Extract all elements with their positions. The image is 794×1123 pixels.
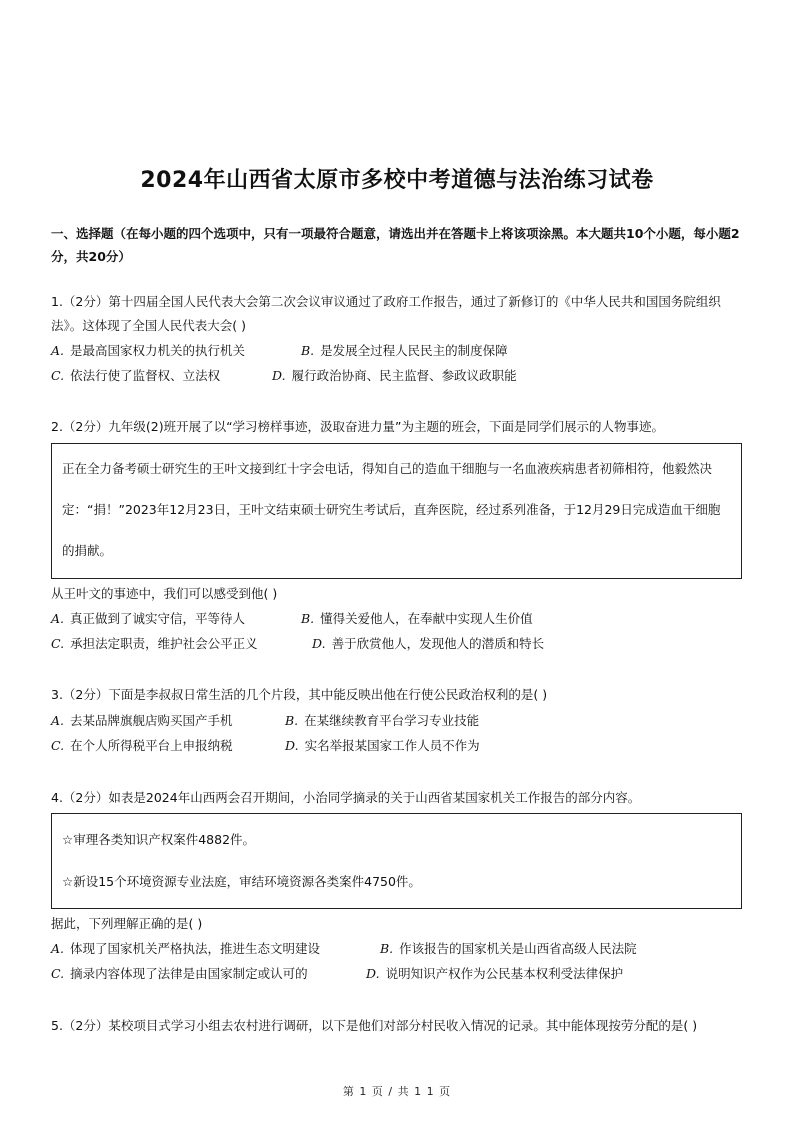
table-line-2: ☆新设15个环境资源专业法庭，审结环境资源各类案件4750件。 (62, 874, 421, 889)
page-title: 2024年山西省太原市多校中考道德与法治练习试卷 (140, 168, 654, 193)
question-4-prompt: 据此，下列理解正确的是( ) (51, 916, 203, 931)
option-b: B. 在某继续教育平台学习专业技能 (285, 713, 480, 728)
option-c: C. 承担法定职责，维护社会公平正义 (51, 636, 258, 651)
material-text: 正在全力备考硕士研究生的王叶文接到红十字会电话，得知自己的造血干细胞与一名血液疾病患者初筛相符，他毅然决定：“捐！”2023年12月23日，王叶文结束硕士研究生考试后，直奔医院，经过系列准备，于12月29日完成造血干细胞的捐献。 (62, 461, 721, 558)
question-2-prompt: 从王叶文的事迹中，我们可以感受到他( ) (51, 586, 278, 601)
question-4-options-row-2 (51, 962, 751, 986)
page-footer: 第 1 页 / 共 1 1 页 (342, 1085, 452, 1098)
option-a: A. 是最高国家权力机关的执行机关 (51, 343, 246, 358)
table-line-1: ☆审理各类知识产权案件4882件。 (62, 832, 256, 847)
question-1-options-row-2 (51, 364, 751, 388)
option-d: D. 实名举报某国家工作人员不作为 (285, 738, 480, 753)
section-heading: 一、选择题（在每小题的四个选项中，只有一项最符合题意，请选出并在答题卡上将该项涂黑。本大题共10个小题，每小题2分，共20分） (51, 226, 740, 264)
option-d: D. 履行政治协商、民主监督、参政议政职能 (272, 368, 517, 383)
question-2-stem: 2.（2分）九年级(2)班开展了以“学习榜样事迹，汲取奋进力量”为主题的班会，下面是同学们展示的人物事迹。 (51, 419, 665, 434)
question-3-stem: 3.（2分）下面是李叔叔日常生活的几个片段，其中能反映出他在行使公民政治权利的是( ) (51, 687, 548, 702)
option-d: D. 善于欣赏他人，发现他人的潜质和特长 (312, 636, 545, 651)
option-c: C. 依法行使了监督权、立法权 (51, 368, 221, 383)
option-c: C. 摘录内容体现了法律是由国家制定或认可的 (51, 966, 308, 981)
question-5-stem: 5.（2分）某校项目式学习小组去农村进行调研，以下是他们对部分村民收入情况的记录。其中能体现按劳分配的是( ) (51, 1018, 698, 1033)
question-4-table-box (51, 813, 742, 909)
option-a: A. 真正做到了诚实守信，平等待人 (51, 611, 246, 626)
question-4-stem: 4.（2分）如表是2024年山西两会召开期间，小治同学摘录的关于山西省某国家机关工作报告的部分内容。 (51, 790, 641, 805)
question-1-stem: 1.（2分）第十四届全国人民代表大会第二次会议审议通过了政府工作报告，通过了新修订的《中华人民共和国国务院组织法》。这体现了全国人民代表大会( ) (51, 294, 721, 333)
option-c: C. 在个人所得税平台上申报纳税 (51, 738, 233, 753)
question-2-options-row-1 (51, 607, 751, 631)
question-2-material-box (51, 443, 742, 579)
option-a: A. 体现了国家机关严格执法，推进生态文明建设 (51, 941, 321, 956)
option-b: B. 作该报告的国家机关是山西省高级人民法院 (380, 941, 637, 956)
question-4-options-row-1 (51, 937, 751, 961)
option-b: B. 懂得关爱他人，在奉献中实现人生价值 (301, 611, 533, 626)
question-3-options-row-2 (51, 734, 751, 758)
option-b: B. 是发展全过程人民民主的制度保障 (301, 343, 508, 358)
option-a: A. 去某品牌旗舰店购买国产手机 (51, 713, 233, 728)
question-3-options-row-1 (51, 709, 751, 733)
option-d: D. 说明知识产权作为公民基本权利受法律保护 (366, 966, 624, 981)
question-1-options-row-1 (51, 339, 751, 363)
question-2-options-row-2 (51, 632, 751, 656)
